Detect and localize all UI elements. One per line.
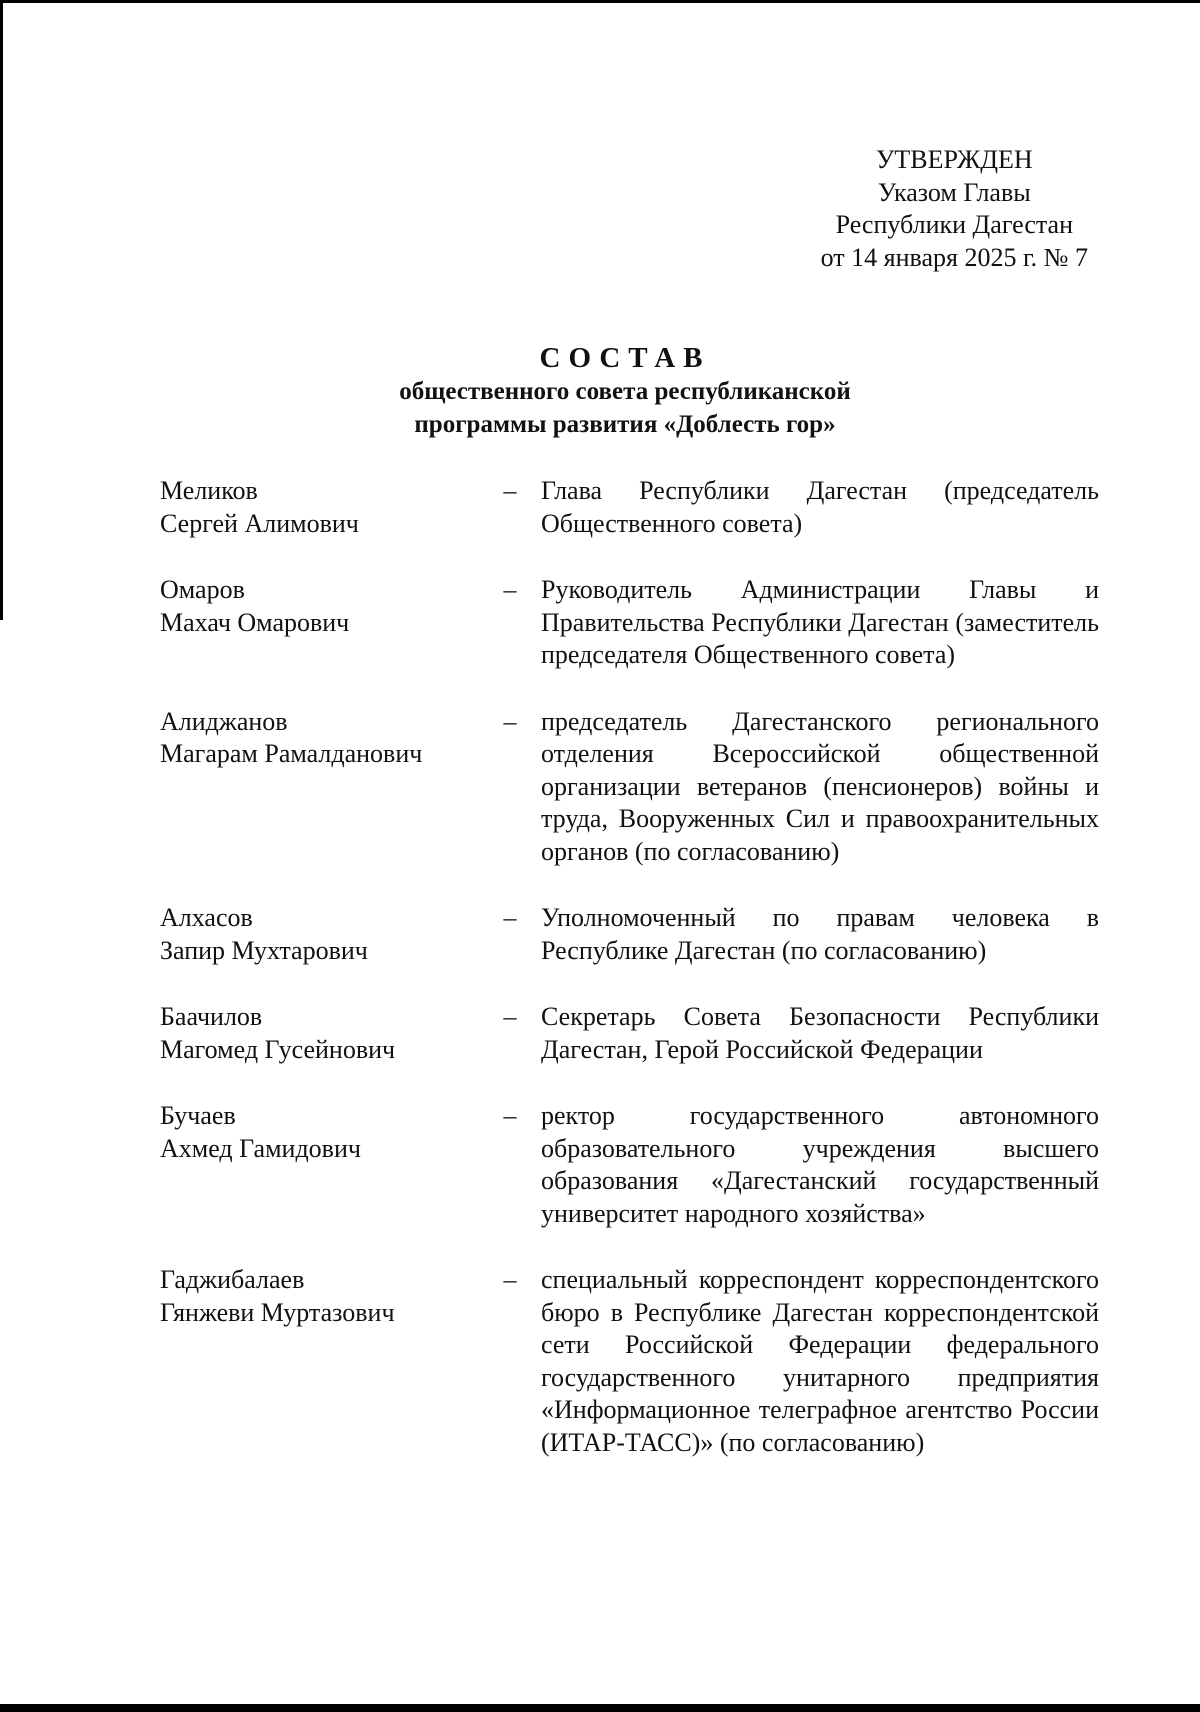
member-surname: Меликов xyxy=(160,476,258,505)
member-surname: Баачилов xyxy=(160,1002,263,1031)
member-given-name: Ахмед Гамидович xyxy=(160,1133,361,1163)
approval-line: Указом Главы xyxy=(877,177,1031,207)
member-role: ректор государственного автономного образовательного учреждения высшего образования «Дагестанский государственный университет народного хозяйства» xyxy=(541,1101,1099,1228)
member-row xyxy=(160,475,1100,540)
member-surname: Гаджибалаев xyxy=(160,1265,305,1294)
member-given-name: Махач Омарович xyxy=(160,607,350,637)
document-subtitle: общественного совета республиканской xyxy=(399,378,851,405)
member-name xyxy=(160,574,480,639)
member-given-name: Магарам Рамалданович xyxy=(160,739,423,768)
member-role: Уполномоченный по правам человека в Республике Дагестан (по согласованию) xyxy=(541,903,1099,965)
member-surname: Алхасов xyxy=(160,903,253,932)
member-name xyxy=(160,475,480,540)
document-subtitle: программы развития «Доблесть гор» xyxy=(414,410,836,438)
dash-separator: – xyxy=(503,706,517,736)
member-given-name: Гянжеви Муртазович xyxy=(160,1297,395,1327)
member-surname: Алиджанов xyxy=(160,706,288,736)
scan-edge-bottom xyxy=(0,1704,1200,1712)
member-row xyxy=(160,1100,1100,1230)
member-row xyxy=(160,706,1100,869)
member-role: Глава Республики Дагестан (председатель Общественного совета) xyxy=(541,476,1099,538)
member-given-name: Магомед Гусейнович xyxy=(160,1034,396,1064)
approval-line: Республики Дагестан xyxy=(835,210,1073,239)
member-name xyxy=(160,1001,480,1066)
member-row xyxy=(160,574,1100,672)
member-name xyxy=(160,1264,480,1329)
dash-separator: – xyxy=(503,575,517,604)
dash-separator: – xyxy=(503,476,517,505)
member-row xyxy=(160,902,1100,967)
member-role: председатель Дагестанского регионального отделения Всероссийской общественной организации ветеранов (пенсионеров) войны и труда, Вооруженных Сил и правоохранительных органов (по согласованию) xyxy=(541,706,1099,866)
document-title: СОСТАВ xyxy=(539,342,711,374)
document-title-block xyxy=(300,340,950,441)
dash-separator: – xyxy=(503,903,517,932)
member-given-name: Запир Мухтарович xyxy=(160,935,368,965)
member-given-name: Сергей Алимович xyxy=(160,508,359,538)
member-row xyxy=(160,1001,1100,1066)
member-surname: Омаров xyxy=(160,575,245,604)
member-row xyxy=(160,1264,1100,1459)
member-role: специальный корреспондент корреспондентского бюро в Республике Дагестан корреспондентской сети Российской Федерации федерального государственного унитарного предприятия «Информационное телеграфное агентство России (ИТАР-ТАСС)» (по согласованию) xyxy=(541,1265,1099,1457)
members-list xyxy=(160,475,1100,1459)
member-role: Руководитель Администрации Главы и Правительства Республики Дагестан (заместитель председателя Общественного совета) xyxy=(541,575,1099,669)
member-name xyxy=(160,1100,480,1165)
member-role: Секретарь Совета Безопасности Республики Дагестан, Герой Российской Федерации xyxy=(541,1002,1099,1064)
approval-line: УТВЕРЖДЕН xyxy=(875,145,1033,174)
member-name xyxy=(160,706,480,771)
member-name xyxy=(160,902,480,967)
dash-separator: – xyxy=(503,1002,517,1031)
member-surname: Бучаев xyxy=(160,1101,236,1130)
approval-line: от 14 января 2025 г. № 7 xyxy=(820,242,1088,272)
dash-separator: – xyxy=(503,1101,517,1130)
scan-edge-top xyxy=(0,0,1200,3)
dash-separator: – xyxy=(503,1265,517,1294)
scan-edge-left xyxy=(0,0,3,620)
approval-stamp xyxy=(821,144,1088,274)
